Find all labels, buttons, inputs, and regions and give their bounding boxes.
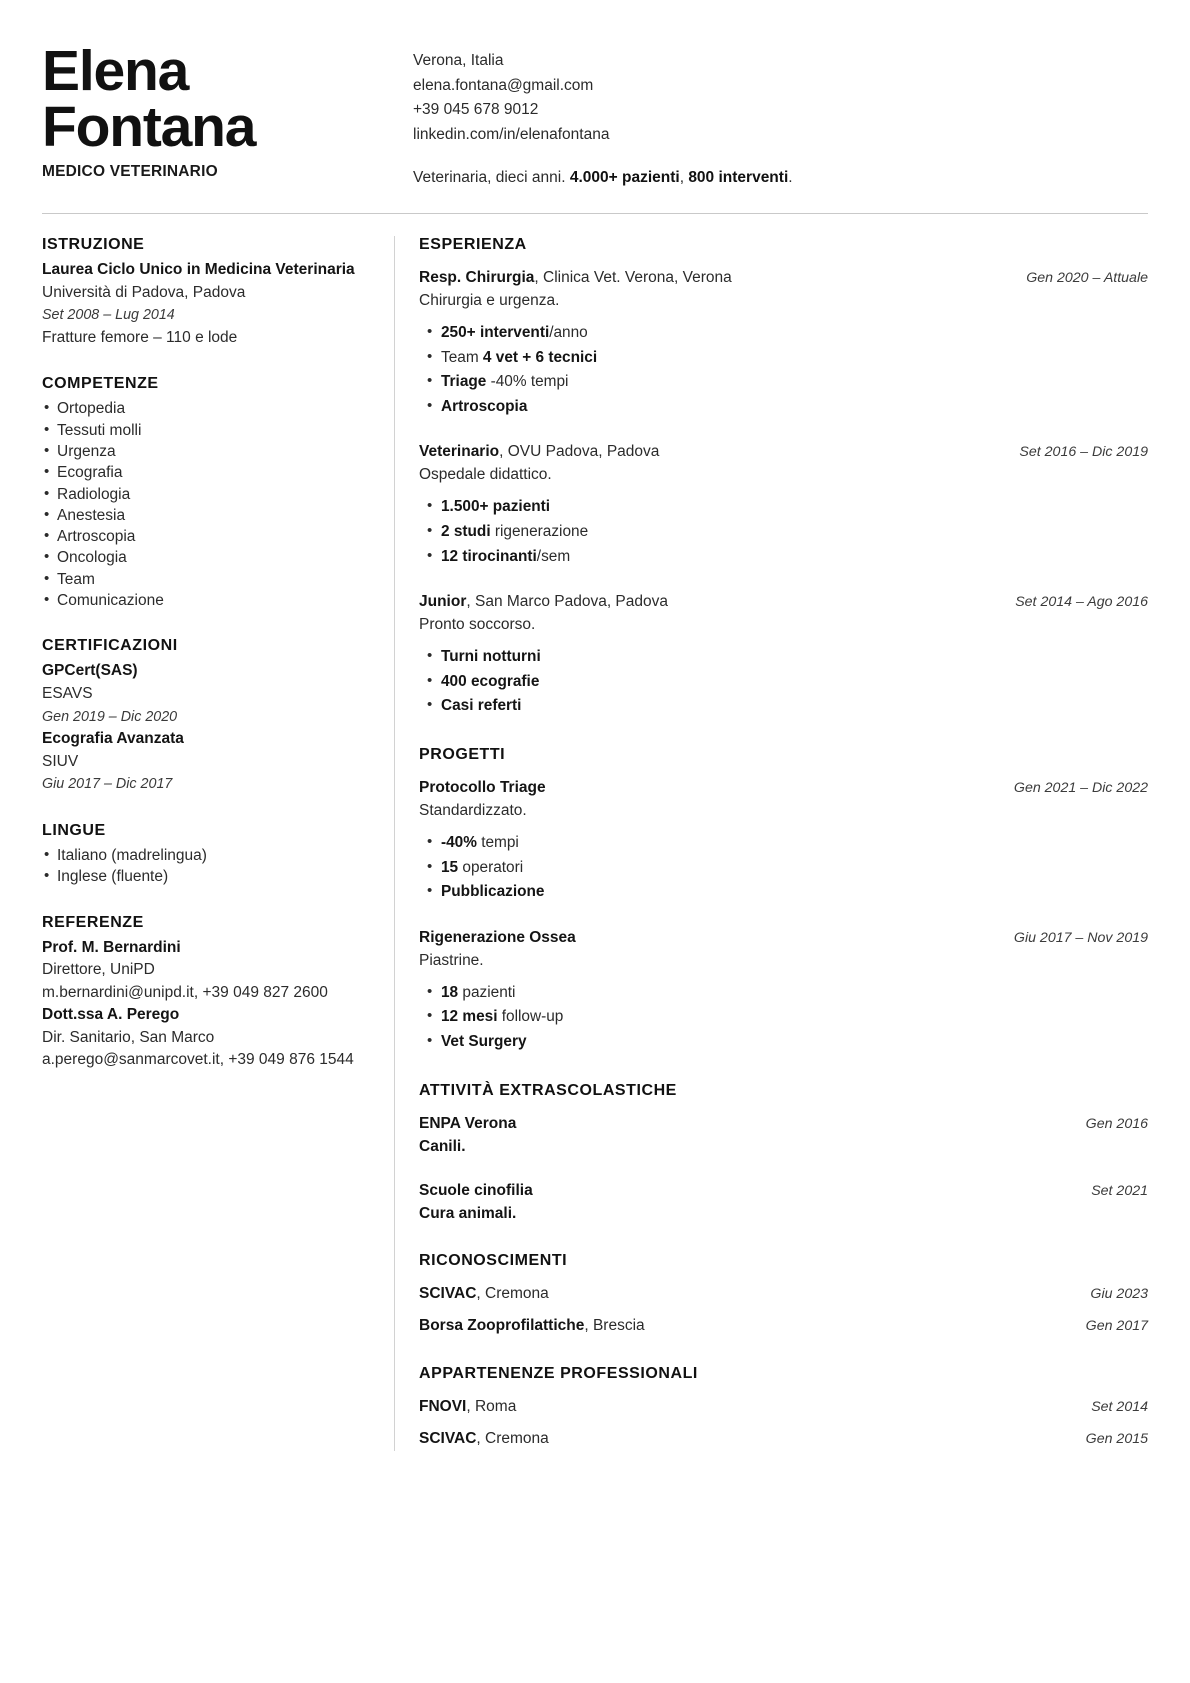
certification-issuer: ESAVS (42, 684, 93, 702)
experience-entry (419, 590, 1148, 719)
list-item (419, 495, 1148, 520)
entry-subtitle (419, 1135, 1148, 1158)
award-place: , Cremona (476, 1284, 549, 1302)
list-item (419, 856, 1148, 881)
entry-role: Veterinario (419, 443, 500, 461)
page-title (42, 39, 410, 159)
section-title-progetti: PROGETTI (419, 745, 506, 763)
section-istruzione (42, 236, 380, 349)
languages-list (42, 845, 380, 888)
list-item (419, 831, 1148, 856)
entry-subtitle: Standardizzato. (419, 801, 527, 819)
entry-role: Rigenerazione Ossea (419, 928, 576, 946)
bullet-text: -40% tempi (486, 373, 569, 391)
reference-role: Direttore, UniPD (42, 961, 155, 979)
reference-contact[interactable]: a.perego@sanmarcovet.it, +39 049 876 1544 (42, 1051, 354, 1069)
bullet-highlight: -40% (441, 833, 477, 851)
section-riconoscimenti (419, 1252, 1148, 1338)
entry-bullet-list (419, 495, 1148, 569)
entry-header (419, 776, 1148, 799)
bullet-highlight: Triage (441, 373, 487, 391)
membership-title (419, 1427, 549, 1451)
bullet-prefix: Team (441, 348, 483, 366)
section-appartenenze-professionali (419, 1365, 1148, 1451)
project-entry (419, 926, 1148, 1055)
entry-company: , San Marco Padova, Padova (466, 593, 668, 611)
entry-date: Set 2014 (1091, 1398, 1148, 1415)
bullet-text: operatori (458, 858, 524, 876)
experience-entry (419, 440, 1148, 569)
entry-subtitle: Chirurgia e urgenza. (419, 292, 560, 309)
bullet-highlight: 4 vet + 6 tecnici (482, 348, 598, 366)
award-entry (419, 1314, 1148, 1338)
header-contact (410, 44, 1148, 189)
bullet-text: /sem (536, 547, 571, 565)
list-item: • Urgenza (42, 441, 380, 462)
list-item (419, 880, 1148, 905)
section-progetti (419, 746, 1148, 1055)
summary-separator: , (679, 169, 689, 186)
summary-metric-patients: 4.000+ pazienti (569, 169, 680, 186)
entry-header (419, 926, 1148, 949)
list-item (419, 1005, 1148, 1030)
entry-role: ENPA Verona (419, 1114, 517, 1132)
certification-name: Ecografia Avanzata (42, 730, 184, 748)
entry-role: Scuole cinofilia (419, 1181, 533, 1199)
education-school: Università di Padova, Padova (42, 283, 246, 301)
list-item: • Tessuti molli (42, 420, 380, 441)
section-lingue (42, 822, 380, 888)
membership-entry (419, 1395, 1148, 1419)
membership-place: , Cremona (476, 1429, 549, 1447)
entry-title (419, 1112, 516, 1135)
entry-header (419, 266, 1148, 289)
entry-date: Gen 2017 (1085, 1317, 1148, 1334)
list-item (419, 670, 1148, 695)
education-dates: Set 2008 – Lug 2014 (42, 307, 175, 324)
section-title-appartenenze: APPARTENENZE PROFESSIONALI (419, 1364, 698, 1382)
main-column (394, 236, 1148, 1451)
certification-issuer: SIUV (42, 752, 79, 770)
activity-entry (419, 1112, 1148, 1158)
section-referenze (42, 914, 380, 1073)
list-item: • Artroscopia (42, 526, 380, 547)
membership-name: SCIVAC (419, 1429, 477, 1447)
sidebar-column (42, 236, 394, 1451)
entry-subtitle-text: Cura animali. (419, 1204, 517, 1222)
award-name: Borsa Zooprofilattiche (419, 1316, 585, 1334)
bullet-highlight: 18 (441, 983, 459, 1001)
entry-title (419, 776, 546, 799)
award-place: , Brescia (584, 1316, 645, 1334)
entry-header (419, 590, 1148, 613)
award-name: SCIVAC (419, 1284, 477, 1302)
education-note: Fratture femore – 110 e lode (42, 328, 238, 346)
first-name: Elena (42, 39, 189, 103)
bullet-text: tempi (476, 833, 519, 851)
summary-metric-surgeries: 800 interventi (688, 169, 789, 186)
list-item (419, 645, 1148, 670)
section-title-attivita: ATTIVITÀ EXTRASCOLASTICHE (419, 1081, 677, 1099)
certification-dates: Giu 2017 – Dic 2017 (42, 776, 173, 793)
section-certificazioni (42, 637, 380, 796)
membership-name: FNOVI (419, 1397, 467, 1415)
bullet-highlight: 250+ interventi (441, 324, 550, 341)
entry-date: Set 2016 – Dic 2019 (1019, 444, 1148, 461)
entry-bullet-list (419, 831, 1148, 905)
entry-header (419, 440, 1148, 463)
list-item: • Comunicazione (42, 590, 380, 611)
activity-entry (419, 1179, 1148, 1225)
bullet-highlight: Turni notturni (441, 648, 541, 666)
list-item: • Ecografia (42, 462, 380, 483)
entry-date: Gen 2015 (1085, 1430, 1148, 1447)
list-item (419, 1030, 1148, 1055)
reference-name: Dott.ssa A. Perego (42, 1006, 180, 1024)
entry-date: Set 2014 – Ago 2016 (1015, 594, 1148, 611)
entry-date: Giu 2017 – Nov 2019 (1013, 929, 1148, 946)
bullet-highlight: 15 (441, 858, 459, 876)
section-attivita-extrascolastiche (419, 1082, 1148, 1225)
bullet-highlight: Artroscopia (441, 397, 528, 415)
entry-title (419, 440, 659, 463)
list-item (419, 981, 1148, 1006)
section-esperienza (419, 236, 1148, 719)
list-item (419, 346, 1148, 371)
award-entry (419, 1282, 1148, 1306)
profile-summary (413, 166, 1148, 189)
experience-entry (419, 266, 1148, 419)
entry-role: Junior (419, 593, 467, 611)
summary-suffix: . (788, 169, 793, 186)
entry-bullet-list (419, 645, 1148, 719)
resume-body (42, 214, 1148, 1451)
entry-subtitle (419, 1202, 1148, 1225)
membership-title (419, 1395, 516, 1419)
header-identity (42, 39, 410, 181)
bullet-text: pazienti (458, 983, 516, 1001)
resume-header (42, 39, 1148, 213)
list-item (419, 370, 1148, 395)
bullet-highlight: Casi referti (441, 697, 522, 715)
entry-subtitle-text: Canili. (419, 1137, 466, 1155)
section-title-riconoscimenti: RICONOSCIMENTI (419, 1251, 568, 1269)
list-item: • Radiologia (42, 484, 380, 505)
reference-name: Prof. M. Bernardini (42, 938, 181, 956)
section-title-competenze: COMPETENZE (42, 375, 159, 393)
entry-header (419, 1179, 1148, 1202)
bullet-highlight: Vet Surgery (441, 1032, 527, 1050)
reference-contact[interactable]: m.bernardini@unipd.it, +39 049 827 2600 (42, 983, 328, 1001)
entry-date: Gen 2020 – Attuale (1026, 270, 1148, 286)
award-title (419, 1282, 549, 1306)
list-item (419, 321, 1148, 346)
entry-subtitle: Ospedale didattico. (419, 466, 552, 484)
project-entry (419, 776, 1148, 905)
list-item (419, 694, 1148, 719)
list-item (419, 545, 1148, 570)
membership-entry (419, 1427, 1148, 1451)
entry-company: , Clinica Vet. Verona, Verona (534, 269, 732, 286)
section-competenze (42, 375, 380, 611)
list-item (419, 520, 1148, 545)
entry-header (419, 1112, 1148, 1135)
list-item: • Oncologia (42, 547, 380, 568)
bullet-text: /anno (549, 324, 588, 341)
section-title-certificazioni: CERTIFICAZIONI (42, 637, 178, 655)
entry-date: Gen 2021 – Dic 2022 (1013, 779, 1148, 796)
entry-subtitle: Pronto soccorso. (419, 616, 536, 634)
section-title-lingue: LINGUE (42, 821, 106, 839)
entry-title (419, 590, 668, 613)
certification-name: GPCert(SAS) (42, 662, 138, 680)
entry-title (419, 1179, 533, 1202)
bullet-text: rigenerazione (490, 522, 589, 540)
entry-title (419, 926, 576, 949)
entry-date: Set 2021 (1091, 1182, 1148, 1199)
bullet-highlight: Pubblicazione (441, 883, 545, 901)
list-item: • Team (42, 569, 380, 590)
entry-company: , OVU Padova, Padova (499, 443, 660, 461)
bullet-highlight: 2 studi (441, 522, 491, 540)
list-item (419, 395, 1148, 420)
summary-prefix: Veterinaria, dieci anni. (413, 169, 570, 186)
list-item: • Ortopedia (42, 398, 380, 419)
section-title-istruzione: ISTRUZIONE (42, 236, 145, 253)
bullet-highlight: 400 ecografie (441, 672, 540, 690)
list-item: • Inglese (fluente) (42, 866, 380, 887)
entry-date: Gen 2016 (1085, 1115, 1148, 1132)
section-title-esperienza: ESPERIENZA (419, 236, 527, 253)
bullet-highlight: 12 mesi (441, 1008, 498, 1026)
entry-date: Giu 2023 (1090, 1285, 1148, 1302)
contact-location: Verona, Italia (413, 52, 504, 69)
contact-phone[interactable]: +39 045 678 9012 (413, 101, 539, 118)
membership-place: , Roma (466, 1397, 517, 1415)
entry-bullet-list (419, 981, 1148, 1055)
entry-title (419, 266, 732, 289)
reference-role: Dir. Sanitario, San Marco (42, 1028, 215, 1046)
entry-role: Protocollo Triage (419, 778, 546, 796)
entry-role: Resp. Chirurgia (419, 269, 535, 286)
job-title: MEDICO VETERINARIO (42, 162, 218, 180)
bullet-text: follow-up (497, 1008, 564, 1026)
last-name: Fontana (42, 94, 256, 159)
section-title-referenze: REFERENZE (42, 913, 144, 931)
award-title (419, 1314, 645, 1338)
certification-dates: Gen 2019 – Dic 2020 (42, 708, 178, 725)
bullet-highlight: 1.500+ pazienti (441, 498, 551, 516)
entry-subtitle: Piastrine. (419, 951, 484, 969)
skills-list (42, 398, 380, 611)
list-item: • Anestesia (42, 505, 380, 526)
education-degree: Laurea Ciclo Unico in Medicina Veterinaria (42, 261, 355, 278)
entry-bullet-list (419, 321, 1148, 419)
list-item: • Italiano (madrelingua) (42, 845, 380, 866)
bullet-highlight: 12 tirocinanti (441, 547, 537, 565)
contact-linkedin[interactable]: linkedin.com/in/elenafontana (413, 125, 610, 143)
contact-email[interactable]: elena.fontana@gmail.com (413, 76, 594, 94)
